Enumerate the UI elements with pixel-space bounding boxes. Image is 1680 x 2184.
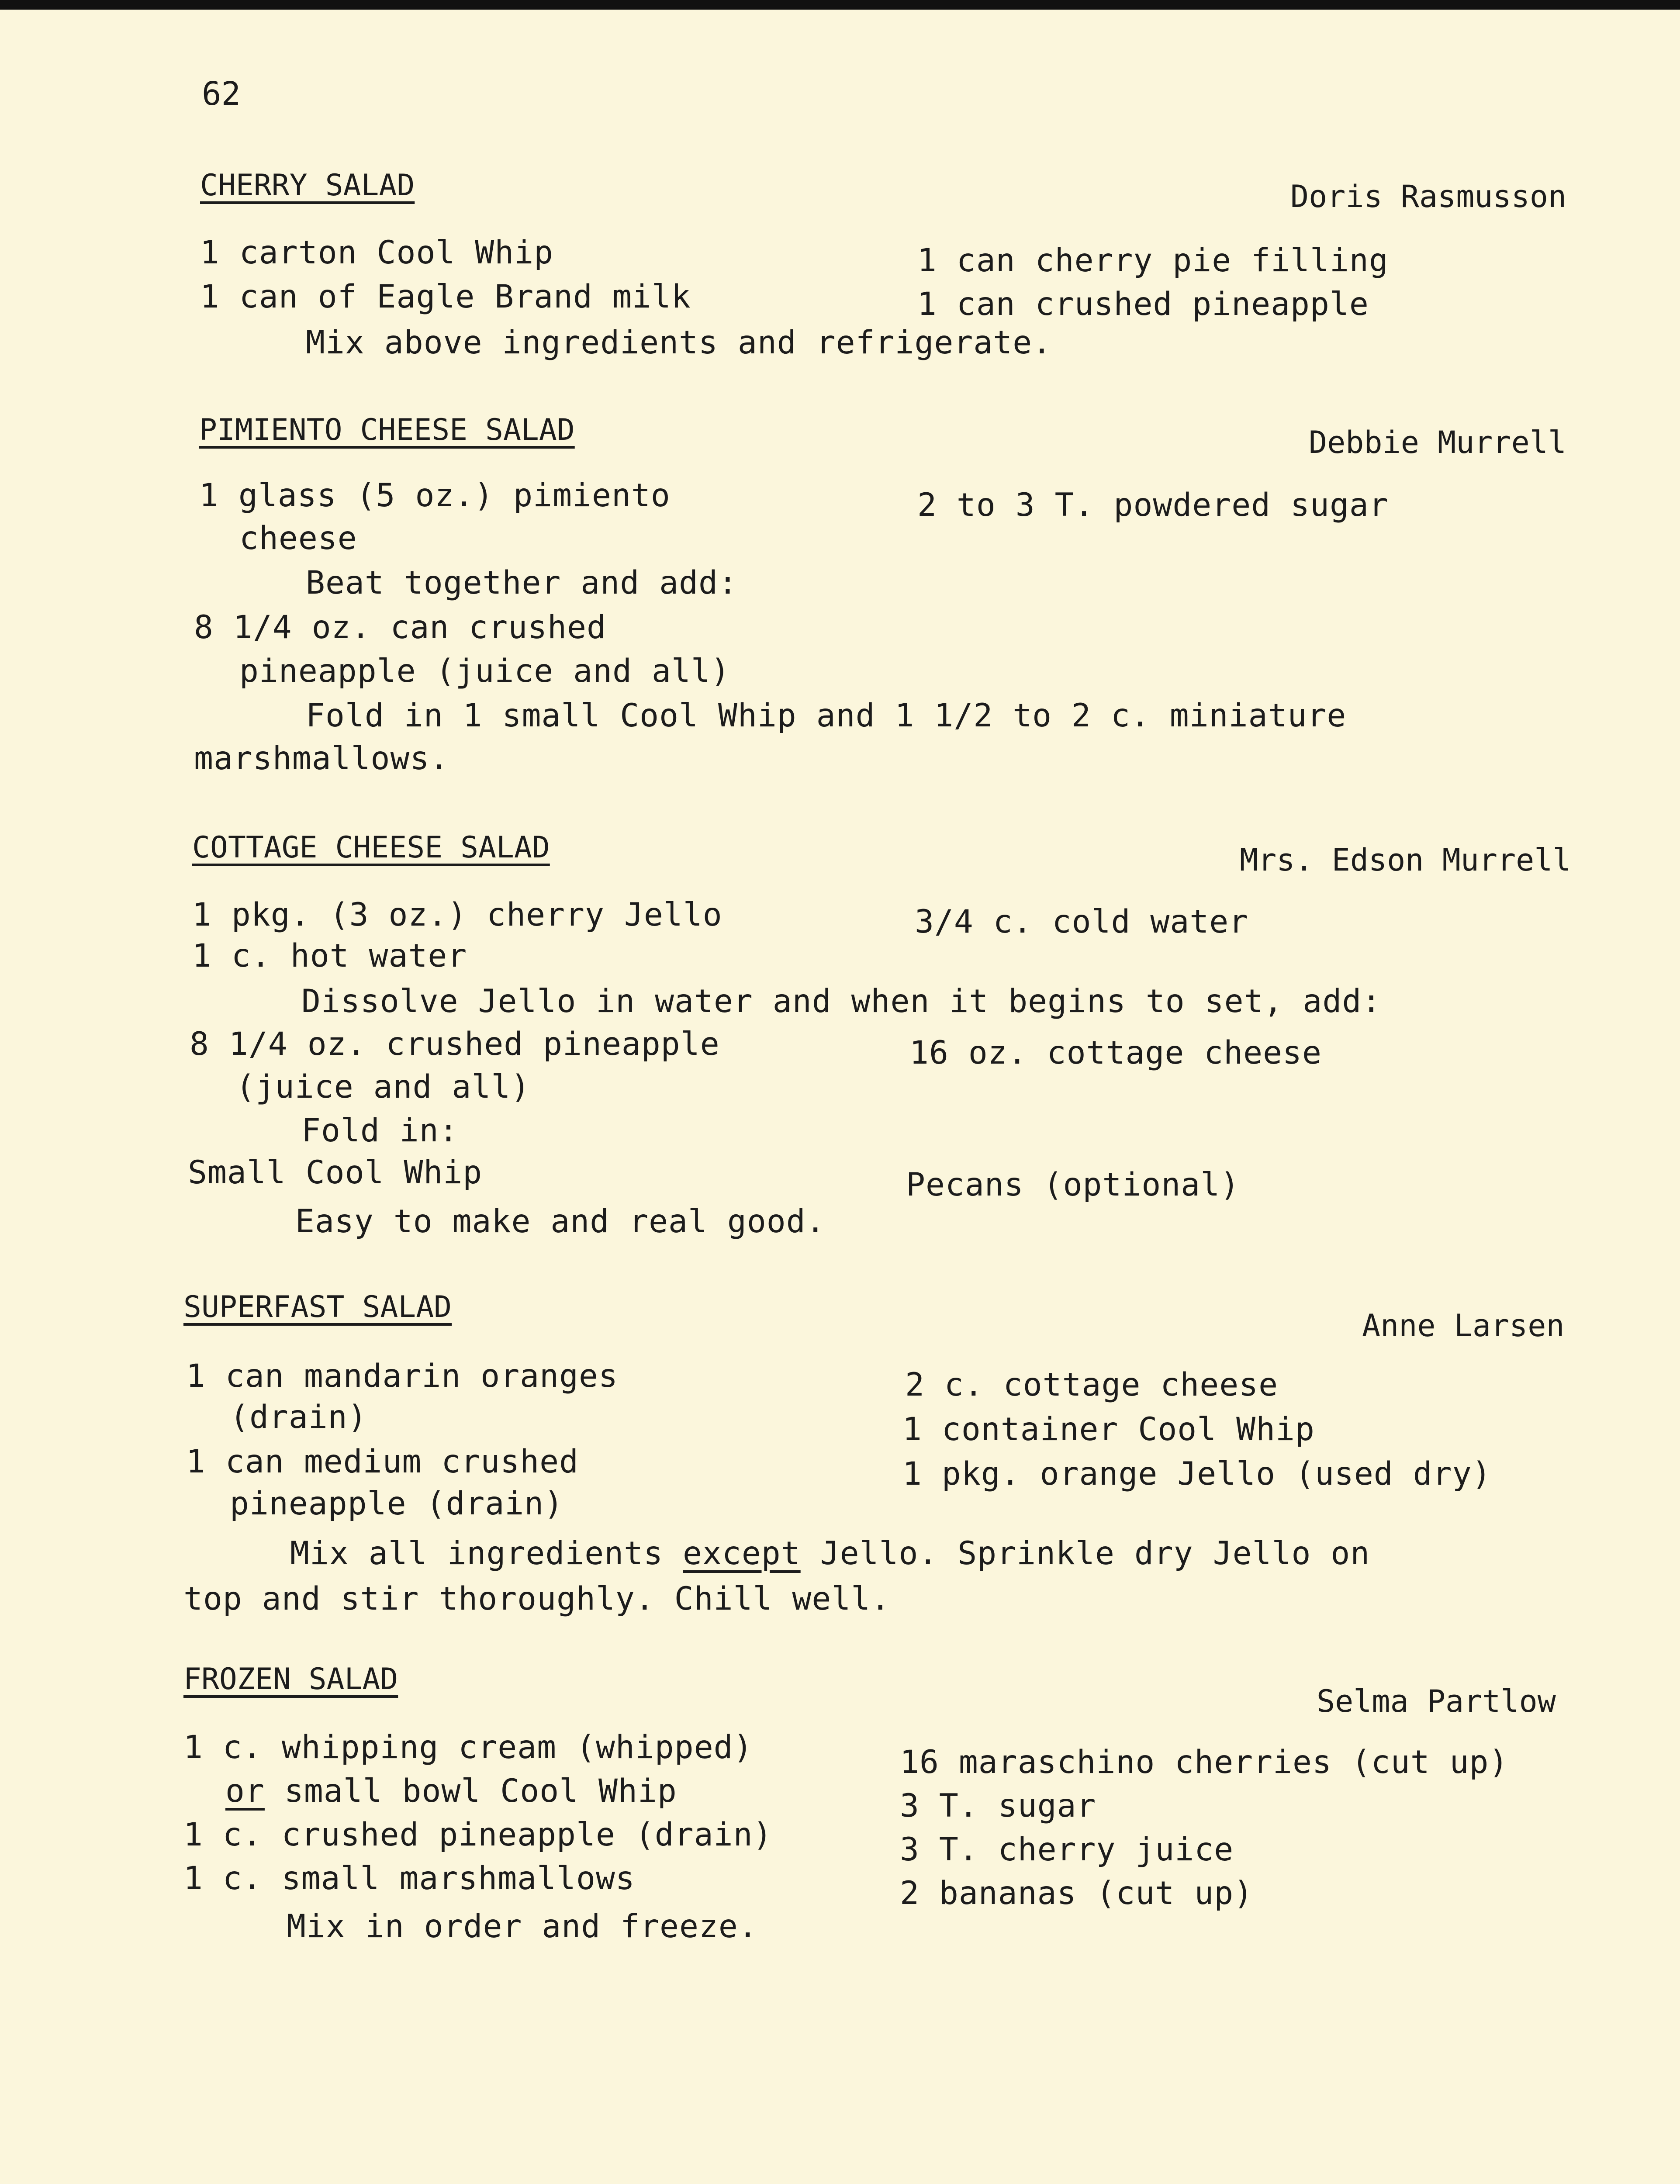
instruction-line: top and stir thoroughly. Chill well. xyxy=(183,1580,891,1617)
ingredient-line: 3 T. cherry juice xyxy=(900,1831,1234,1868)
ingredient-line: 1 can crushed pineapple xyxy=(917,286,1369,323)
ingredient-line: pineapple (drain) xyxy=(230,1485,564,1522)
ingredient-line: (juice and all) xyxy=(236,1068,531,1106)
recipe-title: COTTAGE CHEESE SALAD xyxy=(192,830,550,865)
instruction-line: Easy to make and real good. xyxy=(295,1203,826,1240)
recipe-author: Doris Rasmusson xyxy=(1290,179,1567,214)
ingredient-line: 2 to 3 T. powdered sugar xyxy=(917,487,1389,524)
ingredient-line: 3/4 c. cold water xyxy=(915,903,1249,940)
recipe-title: PIMIENTO CHEESE SALAD xyxy=(199,413,575,447)
recipe-author: Anne Larsen xyxy=(1362,1308,1565,1344)
ingredient-line: 1 can cherry pie filling xyxy=(917,242,1389,279)
ingredient-line: cheese xyxy=(239,520,357,557)
instruction-line: Mix above ingredients and refrigerate. xyxy=(306,324,1052,361)
recipe-author: Mrs. Edson Murrell xyxy=(1240,842,1571,878)
recipe-title: CHERRY SALAD xyxy=(200,168,415,203)
ingredient-line: (drain) xyxy=(230,1399,367,1436)
recipe-title: SUPERFAST SALAD xyxy=(183,1290,452,1324)
page-number: 62 xyxy=(202,75,241,113)
ingredient-line: 1 pkg. (3 oz.) cherry Jello xyxy=(192,896,722,933)
ingredient-line: 1 c. small marshmallows xyxy=(183,1860,635,1897)
ingredient-line: 1 pkg. orange Jello (used dry) xyxy=(902,1455,1492,1493)
instruction-line: Fold in: xyxy=(301,1112,459,1149)
recipe-author: Selma Partlow xyxy=(1317,1683,1556,1719)
instruction-line: Beat together and add: xyxy=(306,564,738,601)
ingredient-line: pineapple (juice and all) xyxy=(239,653,730,690)
instruction-line: marshmallows. xyxy=(194,740,449,777)
ingredient-line: 2 c. cottage cheese xyxy=(905,1366,1279,1403)
recipe-author: Debbie Murrell xyxy=(1309,425,1567,460)
text: Jello. Sprinkle dry Jello on xyxy=(800,1535,1370,1572)
ingredient-line: 1 glass (5 oz.) pimiento xyxy=(199,477,671,514)
text: Mix all ingredients xyxy=(290,1535,683,1572)
ingredient-line: 16 maraschino cherries (cut up) xyxy=(900,1744,1509,1781)
ingredient-line: 1 c. crushed pineapple (drain) xyxy=(183,1816,773,1853)
instruction-line: Dissolve Jello in water and when it begins to set, add: xyxy=(301,983,1382,1020)
text: small bowl Cool Whip xyxy=(264,1773,677,1810)
emphasis-except: except xyxy=(683,1535,801,1572)
ingredient-line: Pecans (optional) xyxy=(906,1166,1240,1203)
instruction-line xyxy=(290,1534,1370,1573)
recipe-title: FROZEN SALAD xyxy=(183,1662,398,1697)
instruction-line: Mix in order and freeze. xyxy=(287,1908,758,1945)
ingredient-line: 1 container Cool Whip xyxy=(902,1411,1315,1448)
ingredient-line: 16 oz. cottage cheese xyxy=(909,1034,1322,1071)
ingredient-line: 1 can medium crushed xyxy=(186,1443,579,1480)
ingredient-line: 8 1/4 oz. crushed pineapple xyxy=(190,1026,720,1063)
emphasis-or: or xyxy=(225,1773,265,1810)
ingredient-line: 1 can mandarin oranges xyxy=(186,1358,618,1395)
ingredient-line: 1 c. whipping cream (whipped) xyxy=(183,1729,753,1766)
ingredient-line xyxy=(225,1772,677,1811)
ingredient-line: 1 carton Cool Whip xyxy=(200,234,554,271)
instruction-line: Fold in 1 small Cool Whip and 1 1/2 to 2 c. miniature xyxy=(306,697,1347,734)
ingredient-line: 2 bananas (cut up) xyxy=(900,1875,1254,1912)
ingredient-line: 3 T. sugar xyxy=(900,1787,1096,1825)
ingredient-line: Small Cool Whip xyxy=(188,1154,483,1191)
ingredient-line: 1 c. hot water xyxy=(192,937,467,975)
ingredient-line: 1 can of Eagle Brand milk xyxy=(200,278,691,315)
ingredient-line: 8 1/4 oz. can crushed xyxy=(194,609,606,646)
